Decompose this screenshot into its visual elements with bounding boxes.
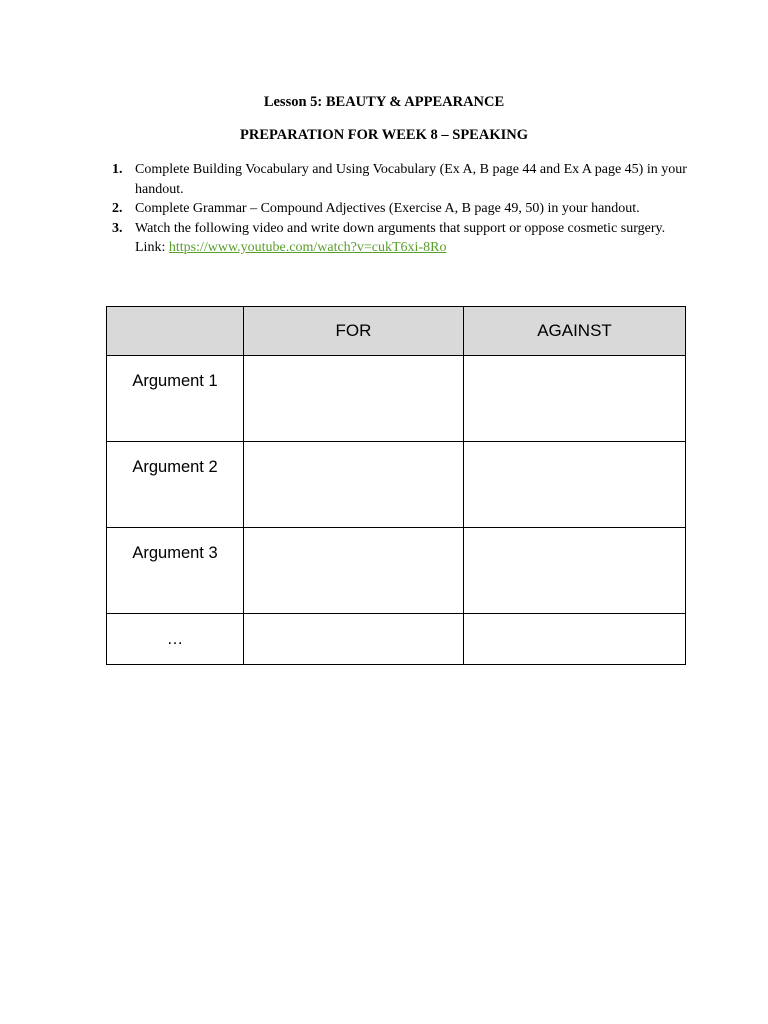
task-text: Complete Building Vocabulary and Using Vocabulary (Ex A, B page 44 and Ex A page 45) in your handout. bbox=[135, 162, 687, 197]
task-item-3 bbox=[109, 219, 689, 258]
header-for: FOR bbox=[244, 307, 464, 356]
header-empty-cell bbox=[107, 307, 244, 356]
against-cell[interactable] bbox=[464, 356, 686, 442]
video-link[interactable]: https://www.youtube.com/watch?v=cukT6xi-8Ro bbox=[168, 240, 447, 255]
row-label: Argument 1 bbox=[107, 356, 244, 442]
lesson-title: Lesson 5: BEAUTY & APPEARANCE bbox=[263, 94, 505, 110]
for-cell[interactable] bbox=[244, 356, 464, 442]
row-label: Argument 2 bbox=[107, 442, 244, 528]
preparation-title: PREPARATION FOR WEEK 8 – SPEAKING bbox=[239, 127, 528, 143]
link-label: Link: bbox=[135, 240, 169, 255]
task-item-2 bbox=[109, 199, 689, 219]
table-row bbox=[107, 528, 686, 614]
table-row bbox=[107, 356, 686, 442]
task-number: 2. bbox=[112, 201, 123, 216]
header-against: AGAINST bbox=[464, 307, 686, 356]
for-cell[interactable] bbox=[244, 614, 464, 665]
row-label: Argument 3 bbox=[107, 528, 244, 614]
task-list bbox=[109, 160, 689, 258]
task-item-1 bbox=[109, 160, 689, 199]
table-row bbox=[107, 614, 686, 665]
task-text: Watch the following video and write down arguments that support or oppose cosmetic surgery. bbox=[135, 220, 666, 236]
against-cell[interactable] bbox=[464, 614, 686, 665]
table-row bbox=[107, 442, 686, 528]
for-cell[interactable] bbox=[244, 442, 464, 528]
against-cell[interactable] bbox=[464, 528, 686, 614]
task-number: 1. bbox=[112, 162, 123, 177]
arguments-table bbox=[106, 306, 686, 665]
task-text: Complete Grammar – Compound Adjectives (Exercise A, B page 49, 50) in your handout. bbox=[135, 201, 640, 216]
table-header-row bbox=[107, 307, 686, 356]
task-number: 3. bbox=[112, 220, 123, 236]
for-cell[interactable] bbox=[244, 528, 464, 614]
against-cell[interactable] bbox=[464, 442, 686, 528]
row-label: … bbox=[107, 614, 244, 665]
